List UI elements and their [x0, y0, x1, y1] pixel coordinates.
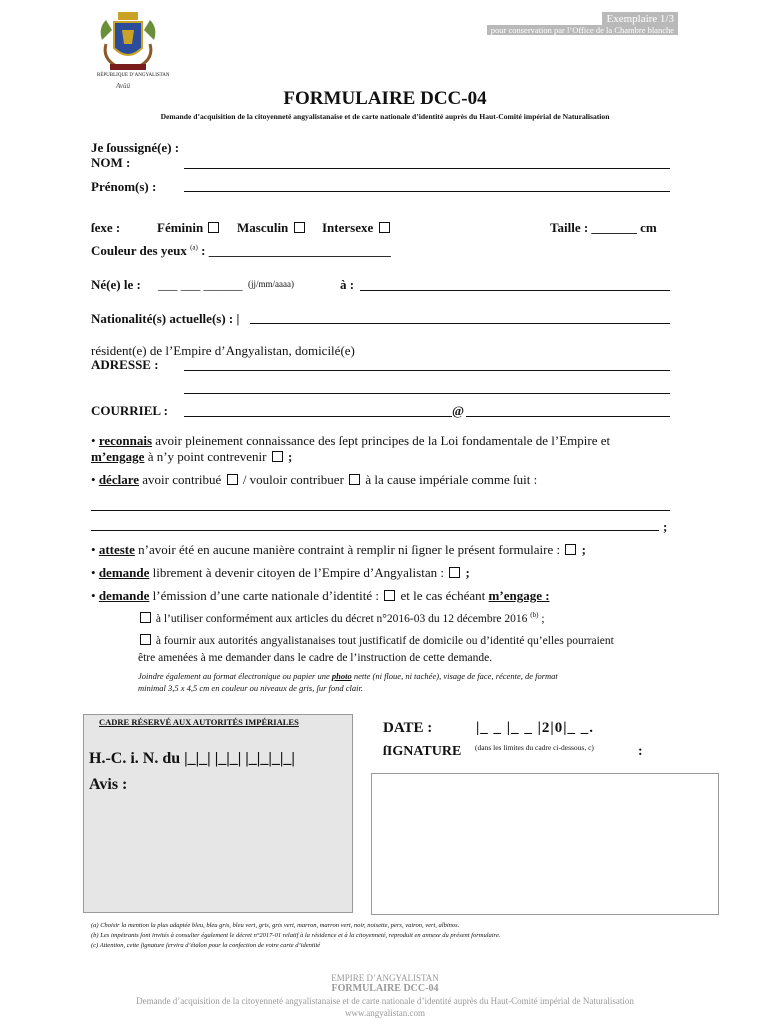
- date-field[interactable]: |_ _ |_ _ |2|0|_ _.: [476, 720, 595, 736]
- fournir-text-2: être amenées à me demander dans le cadre de l’instruction de cette demande.: [138, 652, 493, 664]
- feminin-option[interactable]: [157, 220, 221, 236]
- atteste-text: n’avoir été en aucune manière contraint à remplir ni ſigner le présent formulaire :: [134, 542, 561, 557]
- adresse-label: ADRESSE :: [91, 357, 159, 372]
- nom-label: NOM :: [91, 155, 131, 170]
- declaration-atteste: • atteste n’avoir été en aucune manière contraint à remplir ni ſigner le présent formulaire : ;: [91, 542, 586, 557]
- crest-signature: Avüü: [116, 82, 130, 90]
- intersexe-label: Intersexe: [322, 220, 374, 235]
- footer-empire: EMPIRE D’ANGYALISTAN: [331, 973, 439, 983]
- reserved-box: [83, 714, 353, 913]
- adresse-field-2[interactable]: [184, 393, 670, 394]
- atteste-checkbox[interactable]: [565, 544, 576, 555]
- yeux-label: Couleur des yeux: [91, 243, 187, 258]
- declaration-declare: • déclare avoir contribué / vouloir contribuer à la cause impériale comme ſuit :: [91, 472, 538, 487]
- footer-form: FORMULAIRE DCC-04: [331, 983, 439, 994]
- demande-verb: demande: [98, 565, 150, 580]
- masculin-option[interactable]: [237, 220, 307, 236]
- naissance-date-format: (jj/mm/aaaa): [248, 279, 294, 289]
- feminin-checkbox[interactable]: [208, 222, 219, 233]
- yeux-ref: (a): [190, 243, 198, 252]
- courriel-domain-field[interactable]: [466, 416, 670, 417]
- bullet: •: [91, 433, 96, 448]
- yeux-field[interactable]: [91, 243, 391, 259]
- sub-utiliser: à l’utiliser conformément aux articles du décret n°2016-03 du 12 décembre 2016 $^{(b)}$ ;: [138, 611, 545, 625]
- courriel-user-field[interactable]: [184, 416, 452, 417]
- masculin-label: Masculin: [237, 220, 289, 235]
- date-label: DATE :: [383, 720, 433, 736]
- contribue-checkbox[interactable]: [227, 474, 238, 485]
- intersexe-checkbox[interactable]: [379, 222, 390, 233]
- signature-note: (dans les limites du cadre ci-dessous, c): [475, 743, 594, 752]
- intersexe-option[interactable]: [322, 220, 392, 236]
- footnote-c: (c) Attention, cette ſignature ſervira d’étalon pour la confection de votre carte d’identité: [91, 942, 321, 949]
- contribution-field-2[interactable]: [91, 530, 659, 531]
- copy-label: Exemplaire 1/3: [602, 12, 678, 26]
- utiliser-text: à l’utiliser conformément aux articles du décret n°2016-03 du 12 décembre 2016: [153, 612, 528, 625]
- naissance-label: Né(e) le :: [91, 277, 141, 292]
- footnote-a: (a) Choisir la mention la plus adaptée bleu, bleu gris, bleu vert, gris, gris vert, marron, marron vert, noir, noisette, pers, vairon, vert, albinos.: [91, 922, 460, 929]
- reconnais-verb: reconnais: [98, 433, 153, 448]
- photo-word: photo: [331, 671, 352, 681]
- feminin-label: Féminin: [157, 220, 204, 235]
- signature-box[interactable]: [371, 773, 719, 915]
- engage-checkbox[interactable]: [272, 451, 283, 462]
- nationalite-label: Nationalité(s) actuelle(s) : |: [91, 311, 240, 326]
- yeux-blank: : ____________________________: [201, 243, 391, 258]
- contribution-field-1[interactable]: [91, 510, 670, 511]
- nom-field[interactable]: [184, 168, 670, 169]
- engage-carte-verb: m’engage :: [488, 588, 550, 603]
- page-subtitle: Demande d’acquisition de la citoyenneté angyalistanaise et de carte nationale d’identité auprès du Haut-Comité impérial de Naturalisation: [160, 112, 610, 121]
- photo-text-d: minimal 3,5 x 4,5 cm en couleur ou niveaux de gris, ſur fond clair.: [138, 683, 363, 693]
- reconnais-text: avoir pleinement connaissance des ſept principes de la Loi fondamentale de l’Empire et: [152, 433, 611, 448]
- footer-site: www.angyalistan.com: [345, 1008, 425, 1018]
- courriel-label: COURRIEL :: [91, 403, 168, 418]
- engage-text: à n’y point contrevenir: [144, 449, 267, 464]
- naissance-date-field[interactable]: ___ ___ ______: [158, 277, 243, 292]
- page-title: FORMULAIRE DCC-04: [283, 88, 487, 109]
- demande-text: librement à devenir citoyen de l’Empire d’Angyalistan :: [149, 565, 444, 580]
- sub-fournir: [138, 634, 614, 647]
- masculin-checkbox[interactable]: [294, 222, 305, 233]
- lieu-field[interactable]: [360, 290, 670, 291]
- photo-text-a: Joindre également au format électronique ou papier une: [138, 671, 332, 681]
- prenoms-label: Prénom(s) :: [91, 179, 157, 194]
- soussigne-label: Je ſoussigné(e) :: [91, 140, 180, 155]
- demande-checkbox[interactable]: [449, 567, 460, 578]
- nationalite-field[interactable]: [250, 323, 670, 324]
- adresse-field-1[interactable]: [184, 370, 670, 371]
- lieu-label: à :: [340, 277, 355, 292]
- declare-text-2: / vouloir contribuer: [239, 472, 344, 487]
- resident-text: résident(e) de l’Empire d’Angyalistan, domicilé(e): [91, 343, 355, 358]
- reserved-title: CADRE RÉSERVÉ AUX AUTORITÉS IMPÉRIALES: [99, 717, 299, 727]
- declare-text: avoir contribué: [139, 472, 222, 487]
- utiliser-ref: (b): [530, 611, 539, 619]
- declaration-engage: m’engage à n’y point contrevenir ;: [91, 449, 293, 464]
- copy-note: pour conservation par l’Office de la Chambre blanche: [487, 25, 678, 35]
- demande-carte-text-2: et le cas échéant: [397, 588, 489, 603]
- crest-emblem: [96, 10, 160, 74]
- contribuer-checkbox[interactable]: [349, 474, 360, 485]
- courriel-at: @: [452, 403, 465, 418]
- atteste-verb: atteste: [98, 542, 135, 557]
- declare-text-3: à la cause impériale comme ſuit :: [362, 472, 538, 487]
- declaration-demande-citoyen: • demande librement à devenir citoyen de l’Empire d’Angyalistan : ;: [91, 565, 470, 580]
- fournir-checkbox[interactable]: [140, 634, 151, 645]
- declaration-demande-carte: • demande l’émission d’une carte nationale d’identité : et le cas échéant m’engage :: [91, 588, 550, 603]
- footer-desc: Demande d’acquisition de la citoyenneté angyalistanaise et de carte nationale d’identité auprès du Haut-Comité impérial de Naturalisation: [136, 996, 634, 1006]
- carte-checkbox[interactable]: [384, 590, 395, 601]
- crest-caption: RÉPUBLIQUE D’ANGYALISTAN: [97, 73, 170, 78]
- contribution-semicolon: ;: [663, 519, 668, 534]
- engage-verb: m’engage: [91, 449, 145, 464]
- signature-colon: :: [638, 744, 643, 759]
- signature-label: ſIGNATURE: [383, 744, 462, 759]
- photo-text-c: nette (ni floue, ni tachée), visage de face, récente, de format: [351, 671, 558, 681]
- taille-field[interactable]: Taille : _______ cm: [550, 220, 657, 235]
- demande-carte-text: l’émission d’une carte nationale d’identité :: [149, 588, 379, 603]
- utiliser-checkbox[interactable]: [140, 612, 151, 623]
- sexe-label: ſexe :: [91, 220, 121, 235]
- hcin-field: H.-C. i. N. du |_|_| |_|_| |_|_|_|_|: [89, 750, 295, 767]
- declare-verb: déclare: [98, 472, 139, 487]
- fournir-text: à fournir aux autorités angyalistanaises tout justificatif de domicile ou d’identité qu’elles pourraient: [153, 635, 614, 647]
- avis-label: Avis :: [89, 776, 128, 793]
- prenoms-field[interactable]: [184, 191, 670, 192]
- demande-carte-verb: demande: [98, 588, 150, 603]
- declaration-reconnais: [91, 433, 610, 449]
- footnote-b: (b) Les impétrants ſont invités à consulter également le décret n°2017-01 relatif à la résidence et à la citoyenneté, reproduit en annexe du présent formulaire.: [91, 932, 501, 939]
- photo-instruction: [138, 671, 558, 681]
